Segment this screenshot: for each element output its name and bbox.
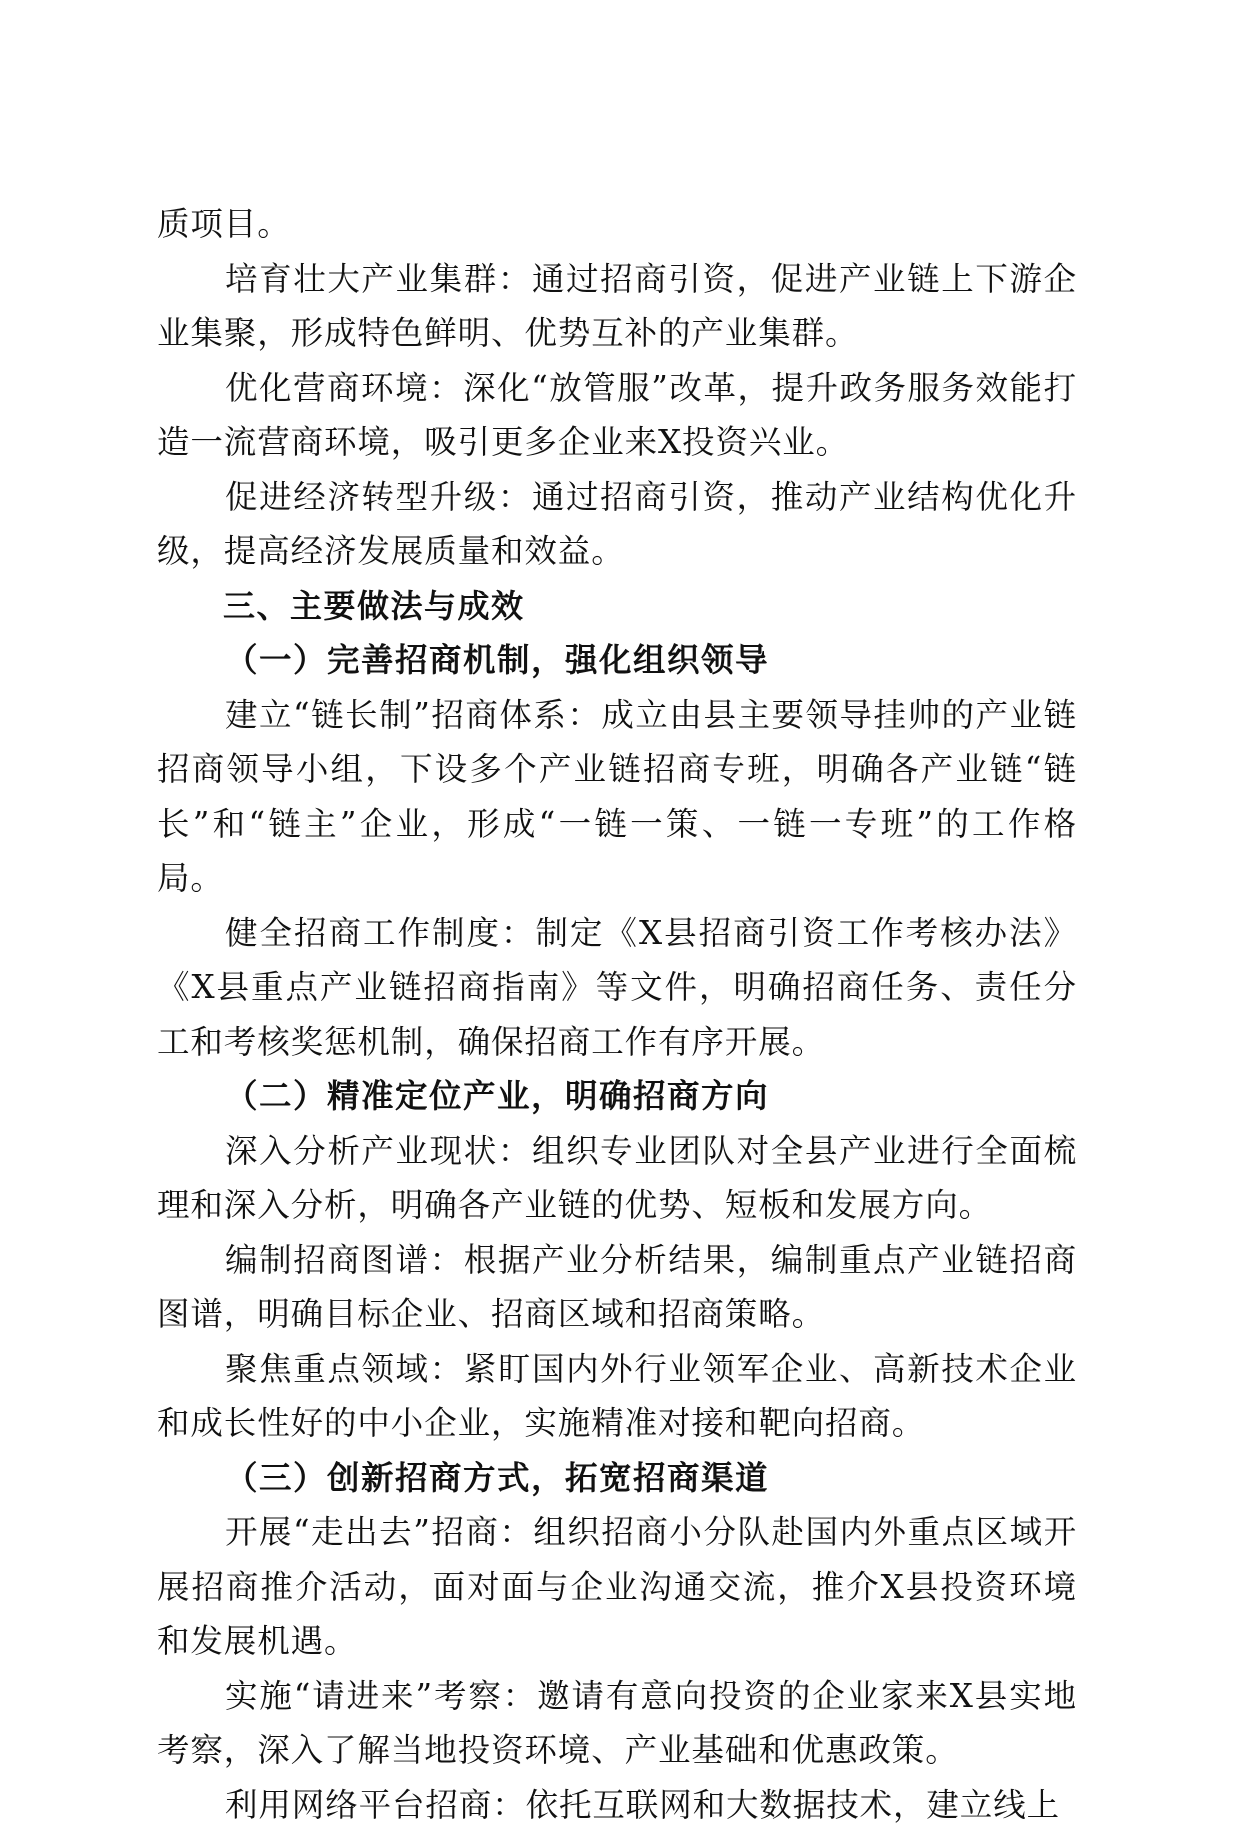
paragraph-go-out: 开展“走出去”招商：组织招商小分队赴国内外重点区域开展招商推介活动，面对面与企业沟通交流，推介X县投资环境和发展机遇。 <box>157 1505 1077 1669</box>
paragraph-key-fields: 聚焦重点领域：紧盯国内外行业领军企业、高新技术企业和成长性好的中小企业，实施精准对接和靶向招商。 <box>157 1342 1077 1451</box>
section-heading-main-practices: 三、主要做法与成效 <box>157 579 1077 634</box>
paragraph-work-system: 健全招商工作制度：制定《X县招商引资工作考核办法》《X县重点产业链招商指南》等文件，明确招商任务、责任分工和考核奖惩机制，确保招商工作有序开展。 <box>157 906 1077 1070</box>
paragraph-investment-map: 编制招商图谱：根据产业分析结果，编制重点产业链招商图谱，明确目标企业、招商区域和招商策略。 <box>157 1233 1077 1342</box>
subsection-heading-3: （三）创新招商方式，拓宽招商渠道 <box>157 1451 1077 1506</box>
paragraph-economic-upgrade: 促进经济转型升级：通过招商引资，推动产业结构优化升级，提高经济发展质量和效益。 <box>157 470 1077 579</box>
paragraph-industry-analysis: 深入分析产业现状：组织专业团队对全县产业进行全面梳理和深入分析，明确各产业链的优势、短板和发展方向。 <box>157 1124 1077 1233</box>
paragraph-online-platform: 利用网络平台招商：依托互联网和大数据技术，建立线上 <box>157 1778 1077 1832</box>
paragraph-business-environment: 优化营商环境：深化“放管服”改革，提升政务服务效能打造一流营商环境，吸引更多企业来X投资兴业。 <box>157 361 1077 470</box>
paragraph-invite-in: 实施“请进来”考察：邀请有意向投资的企业家来X县实地考察，深入了解当地投资环境、产业基础和优惠政策。 <box>157 1669 1077 1778</box>
subsection-heading-1: （一）完善招商机制，强化组织领导 <box>157 633 1077 688</box>
document-body <box>157 197 1077 1832</box>
subsection-heading-2: （二）精准定位产业，明确招商方向 <box>157 1069 1077 1124</box>
paragraph-chain-leader-system: 建立“链长制”招商体系：成立由县主要领导挂帅的产业链招商领导小组，下设多个产业链招商专班，明确各产业链“链长”和“链主”企业，形成“一链一策、一链一专班”的工作格局。 <box>157 688 1077 906</box>
paragraph-industry-cluster: 培育壮大产业集群：通过招商引资，促进产业链上下游企业集聚，形成特色鲜明、优势互补的产业集群。 <box>157 252 1077 361</box>
paragraph-continuation: 质项目。 <box>157 197 1077 252</box>
